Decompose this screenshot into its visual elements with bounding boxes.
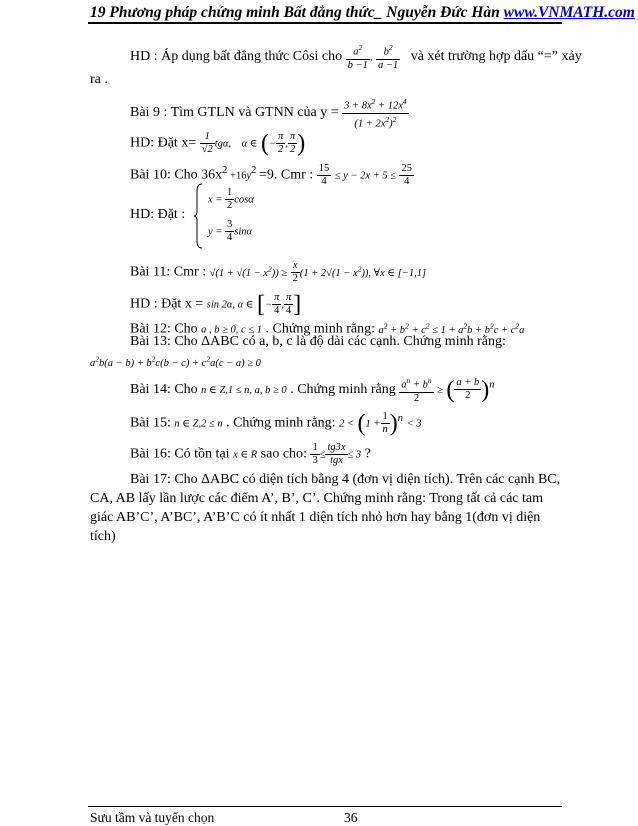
hd8-lead: HD : Áp dụng bất đẳng thức Côsi cho xyxy=(130,48,343,64)
b13-formula: $a^2b(a - b) + b^2c(b - c) + c^2a(c - a) \ge 0$ xyxy=(90,354,261,369)
header-site-link[interactable]: www.VNMATH.com xyxy=(503,4,635,21)
hd8-tail: và xét trường hợp dấu “=” xảy xyxy=(410,48,582,64)
b14-mid: . Chứng minh rằng xyxy=(290,381,396,397)
b12-label: Bài 12: Cho xyxy=(130,321,198,337)
hd10-system: x = $\frac{1}{2}$ cosα y = $\frac{3}{4}$ sinα xyxy=(194,183,204,254)
hd8-frac1: $\frac{a^2}{b -1}$ xyxy=(347,43,368,71)
footer-left: Sưu tầm và tuyển chọn xyxy=(90,810,215,825)
footer-divider xyxy=(88,806,562,807)
b10-mid: =9. xyxy=(259,167,278,183)
b9-line xyxy=(130,96,409,130)
b16-label: Bài 16: Có tồn tại xyxy=(130,446,230,462)
b13-text: Bài 13: Cho ΔABC có a, b, c là độ dài các cạnh. Chứng minh rằng: xyxy=(130,334,506,349)
b9-frac: $\frac{3 + 8x^2 + 12x^4}{(1 + 2x^2)^2}$ xyxy=(344,97,407,129)
b12-line: Bài 12: Cho a , b ≥ 0, c ≤ 1 . Chứng minh rằng: $a^2 + b^2 + c^2 \le 1 + a^2b + b^2c + c^2a$ xyxy=(130,321,525,337)
b17-text: Bài 17: Cho ΔABC có diện tích bằng 4 (đơn vị diện tích). Trên các cạnh BC, CA, AB lấy lần lược các điểm A’, B’, C’. Chứng minh rằng: Trong tất cả các tam giác AB’C’, A’BC’, A’B’C có ít nhất 1 diện tích nhỏ hơn hay bằng 1(đơn vị diện tích) xyxy=(90,472,561,544)
b15-line: Bài 15: n ∈ Z,2 ≤ n . Chứng minh rằng: 2 < (1 + $\frac{1}{n}$ )$^n$ < 3 xyxy=(130,410,422,437)
b16-end: ? xyxy=(364,446,371,462)
hd11-label: HD : Đặt x = xyxy=(130,296,204,312)
b16-mid: sao cho: xyxy=(260,446,307,462)
b11-line: Bài 11: Cmr : $√(1 + √(1 - x^2))$ ≥ $\frac{x}{2}$ $(1 + 2√(1 - x^2))$, ∀x ∈ [−1,1] xyxy=(130,260,427,284)
hd11-line: HD : Đặt x = sin 2α, α ∈ [− $\frac{\pi}{4}$ , $\frac{\pi}{4}$ ] xyxy=(130,291,302,318)
b15-label: Bài 15: xyxy=(130,415,171,431)
b16-line: Bài 16: Có tồn tại x ∈ R sao cho: $\frac{1}{3}$ ≤ $\frac{tg3x}{\text{tgx}}$ ≤ 3 ? xyxy=(130,442,371,466)
hd8-line: HD : Áp dụng bất đẳng thức Côsi cho $\frac{a^2}{b -1}$ , $\frac{b^2}{a -1}$ và xét trường hợp dấu “=” xảy xyxy=(130,43,582,71)
hd8-cont: ra . xyxy=(90,72,108,87)
hd8-frac2: $\frac{b^2}{a -1}$ xyxy=(377,43,399,71)
hd9-line: HD: Đặt x= $\frac{1}{√2}$ tgα, α ∈ (− $\frac{\pi}{2}$ , $\frac{\pi}{2}$ ) xyxy=(130,130,306,157)
brace-icon xyxy=(194,183,204,249)
hd9-frac: $\frac{1}{√2}$ xyxy=(201,131,213,155)
page-header xyxy=(90,4,635,22)
b10-cmr: Cmr : xyxy=(280,167,314,183)
header-divider xyxy=(88,22,562,24)
hd10-label: HD: Đặt : xyxy=(130,207,186,222)
b14-line: Bài 14: Cho n ∈ Z,1 ≤ n, a, b ≥ 0 . Chứng minh rằng $\frac{a^n + b^n}{2}$ ≥ ( $\frac{a + b}{2}$ )$^n$ xyxy=(130,376,495,404)
header-title: 19 Phương pháp chứng minh Bất đẳng thức_ Nguyễn Đức Hàn xyxy=(90,4,500,21)
b15-mid: . Chứng minh rằng: xyxy=(226,415,336,431)
hd9-label: HD: Đặt x= xyxy=(130,135,197,151)
b11-label: Bài 11: Cmr : xyxy=(130,264,207,280)
b12-mid: . Chứng minh rằng: xyxy=(265,321,375,337)
page-number: 36 xyxy=(344,810,358,825)
b9-label: Bài 9 : Tìm GTLN và GTNN của y = xyxy=(130,105,339,121)
b14-label: Bài 14: Cho xyxy=(130,381,198,397)
b10-label: Bài 10: Cho 36x xyxy=(130,167,223,183)
b10-line: Bài 10: Cho $36x^2 +16y^2 =9$. Cmr : $\frac{15}{4}$ ≤ y − 2x + 5 ≤ $\frac{25}{4}$ xyxy=(130,163,412,187)
